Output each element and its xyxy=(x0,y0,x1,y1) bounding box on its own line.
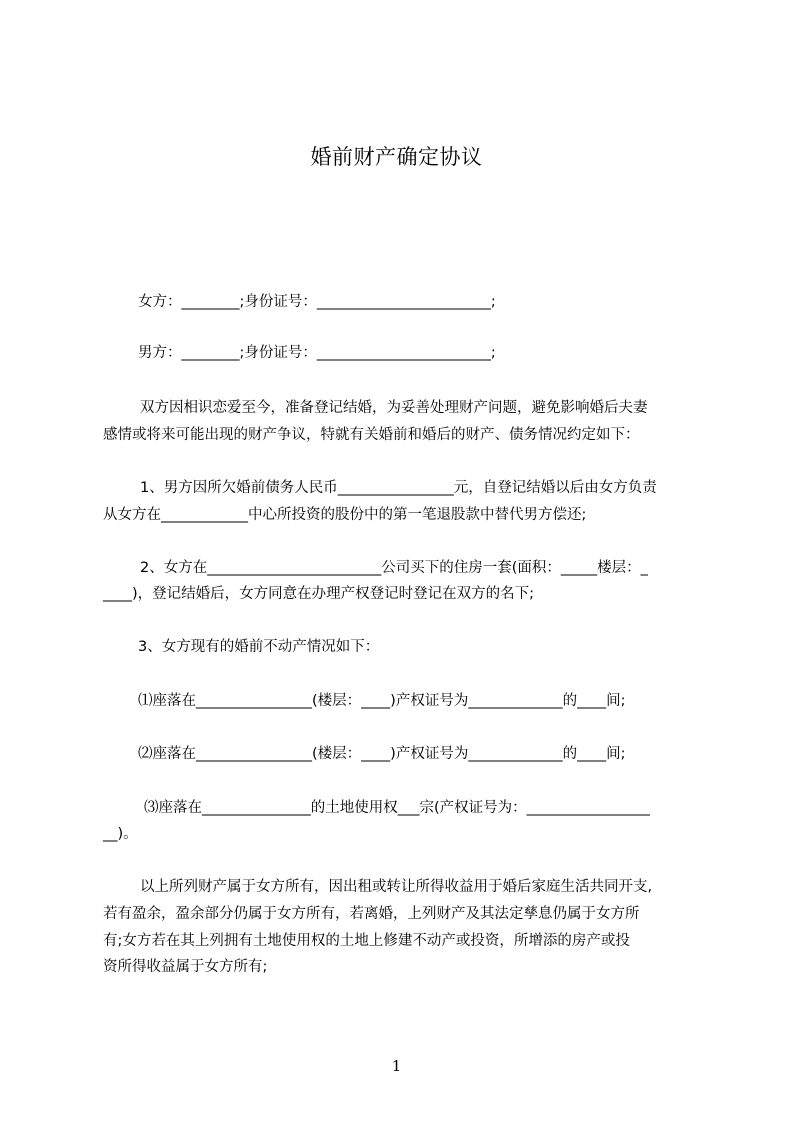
property-item-2: ⑵座落在________________(楼层：____)产权证号为_____________的____间; xyxy=(138,746,626,762)
closing-line-2: 若有盈余，盈余部分仍属于女方所有，若离婚，上列财产及其法定孳息仍属于女方所 xyxy=(103,906,640,922)
clause-3-heading: 3、女方现有的婚前不动产情况如下： xyxy=(138,639,380,655)
clause-1-line-1: 1、男方因所欠婚前债务人民币________________元，自登记结婚以后由女方负责 xyxy=(140,480,657,496)
preamble-line-1: 双方因相识恋爱至今，准备登记结婚，为妥善处理财产问题，避免影响婚后夫妻 xyxy=(140,400,648,416)
property-item-3-line-2: __)。 xyxy=(103,826,138,842)
property-item-1: ⑴座落在________________(楼层：____)产权证号为_____________的____间; xyxy=(138,693,626,709)
clause-1-line-2: 从女方在____________中心所投资的股份中的第一笔退股款中替代男方偿还; xyxy=(103,507,587,523)
page-number: 1 xyxy=(391,1057,402,1075)
property-item-3-line-1: ⑶座落在_______________的土地使用权___宗(产权证号为：_________________ xyxy=(144,800,650,816)
preamble-line-2: 感情或将来可能出现的财产争议，特就有关婚前和婚后的财产、债务情况约定如下： xyxy=(103,427,640,443)
document-title: 婚前财产确定协议 xyxy=(310,145,483,169)
closing-line-3: 有;女方若在其上列拥有土地使用权的土地上修建不动产或投资，所增添的房产或投 xyxy=(103,933,630,949)
clause-2-line-2: ____)，登记结婚后，女方同意在办理产权登记时登记在双方的名下; xyxy=(103,586,535,602)
female-party-line: 女方：________;身份证号：________________________; xyxy=(138,294,496,310)
clause-2-line-1: 2、女方在________________________公司买下的住房一套(面积：_____楼层：_ xyxy=(140,560,648,576)
closing-line-4: 资所得收益属于女方所有; xyxy=(103,959,268,975)
closing-line-1: 以上所列财产属于女方所有，因出租或转让所得收益用于婚后家庭生活共同开支, xyxy=(140,879,653,895)
male-party-line: 男方：________;身份证号：________________________; xyxy=(138,345,496,361)
